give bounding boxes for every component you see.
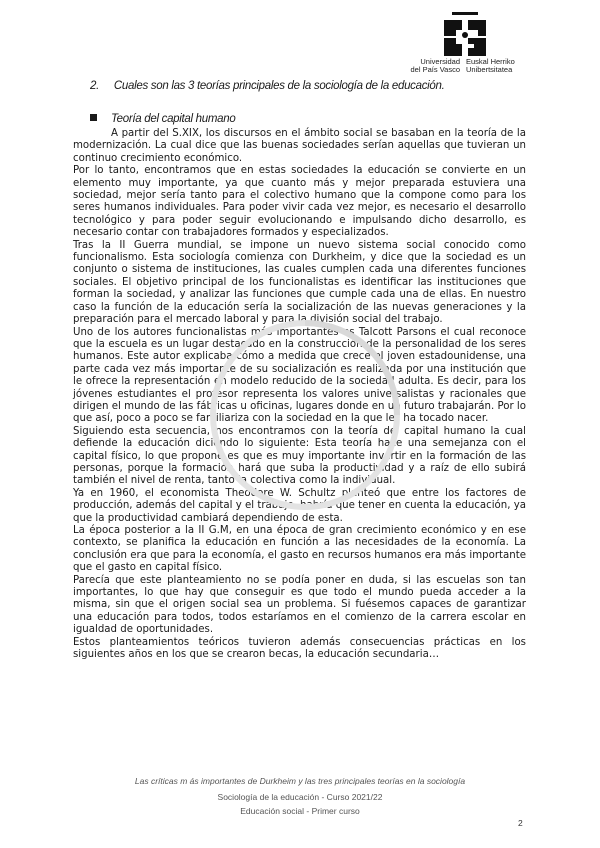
subsection-title: Teoría del capital humano — [111, 113, 236, 125]
section-title: Cuales son las 3 teorías principales de la sociología de la educación. — [113, 80, 445, 92]
paragraph: Tras la II Guerra mundial, se impone un nuevo sistema social conocido como funcionalismo. Esta sociología comienza con Durkheim, y dice que la sociedad es un conjunto o sistema de instituciones, las cuales cumplen cada una diferentes funciones sociales. El objetivo principal de los funcionalistas es identificar las instituciones que forman la sociedad, y analizar las funciones que cumple cada una de ellas. En nuestro caso la función de la educación sería la socialización de las nuevas generaciones y la preparación para el mercado laboral y para la división social del trabajo. — [73, 239, 526, 326]
page-number: 2 — [518, 818, 523, 828]
paragraph: A partir del S.XIX, los discursos en el ámbito social se basaban en la teoría de la modernización. La cual dice que las buenas sociedades serían aquellas que tuvieran un continuo crecimiento económico. — [73, 128, 526, 164]
section-number: 2. — [90, 80, 99, 92]
paragraph: Ya en 1960, el economista Theodore W. Schultz planteó que entre los factores de producción, además del capital y el trabajo, habría que tener en cuenta la educación, ya que la productividad cambiará dependiendo de esta. — [73, 487, 526, 524]
footer-document-title: Las críticas m ás importantes de Durkheim y las tres principales teorías en la sociología — [134, 776, 466, 786]
footer-course: Sociología de la educación - Curso 2021/22 — [217, 792, 383, 802]
footer-program: Educación social - Primer curso — [240, 806, 360, 816]
section-heading — [90, 80, 445, 92]
paragraph: Parecía que este planteamiento no se podía poner en duda, si las escuelas son tan importantes, lo que hay que conseguir es que todo el mundo pueda acceder a la misma, sin que el origen social sea un problema. Si fuésemos capaces de garantizar una educación para todos, todos estaríamos en el comienzo de la carrera escolar en igualdad de oportunidades. — [73, 574, 526, 636]
paragraph: Uno de los autores funcionalistas más importantes es Talcott Parsons el cual reconoce que la escuela es un lugar destacado en la construcción de la personalidad de los seres humanos. Este autor explicaba cómo a medida que crece el joven estadounidense, una parte cada vez más importante de su socialización es realizada por una institución que le ofrece la representación en modelo reducido de la sociedad adulta. Es decir, para los jóvenes estudiantes el profesor representa los valores universalistas y racionales que dirigen el mundo de las fábricas u oficinas, lugares donde en un futuro trabajarán. Por lo que así, poco a poco se familiariza con la sociedad en la que les ha tocado nacer. — [73, 326, 526, 425]
bullet-square-icon — [90, 114, 97, 121]
body-text — [73, 128, 526, 661]
subsection-heading — [90, 113, 235, 125]
logo-text-basque: Euskal Herriko Unibertsitatea — [466, 57, 515, 74]
paragraph: Siguiendo esta secuencia, nos encontramos con la teoría del capital humano la cual defiende la educación diciendo lo siguiente: Esta teoría hace una semejanza con el capital físico, lo que propone es que es muy importante invertir en la formación de las personas, porque la formación hará que suba la productividad y a raíz de ello subirá también el nivel de renta, tanto la colectiva como la individual. — [73, 425, 526, 487]
logo-text-spanish: Universidad del País Vasco — [410, 57, 460, 74]
paragraph: Por lo tanto, encontramos que en estas sociedades la educación se convierte en un elemento muy importante, ya que cuanto más y mejor preparada estuviera una sociedad, mejor sería tanto para el colectivo humano que la compone como para los seres humanos individuales. Para poder vivir cada vez mejor, es necesario el desarrollo tecnológico y para poder seguir evolucionando e impulsando dicho desarrollo, es necesario contar con trabajadores formados y especializados. — [73, 165, 526, 239]
paragraph: Estos planteamientos teóricos tuvieron además consecuencias prácticas en los siguientes años en los que se crearon becas, la educación secundaria… — [73, 636, 526, 661]
upv-ehu-logo-icon — [440, 12, 490, 58]
paragraph: La época posterior a la II G.M, en una época de gran crecimiento económico y en ese contexto, se planifica la educación en función a las necesidades de la economía. La conclusión era que para la economía, el gasto en recursos humanos era más importante que el gasto en capital físico. — [73, 525, 526, 574]
university-logo — [400, 12, 530, 74]
